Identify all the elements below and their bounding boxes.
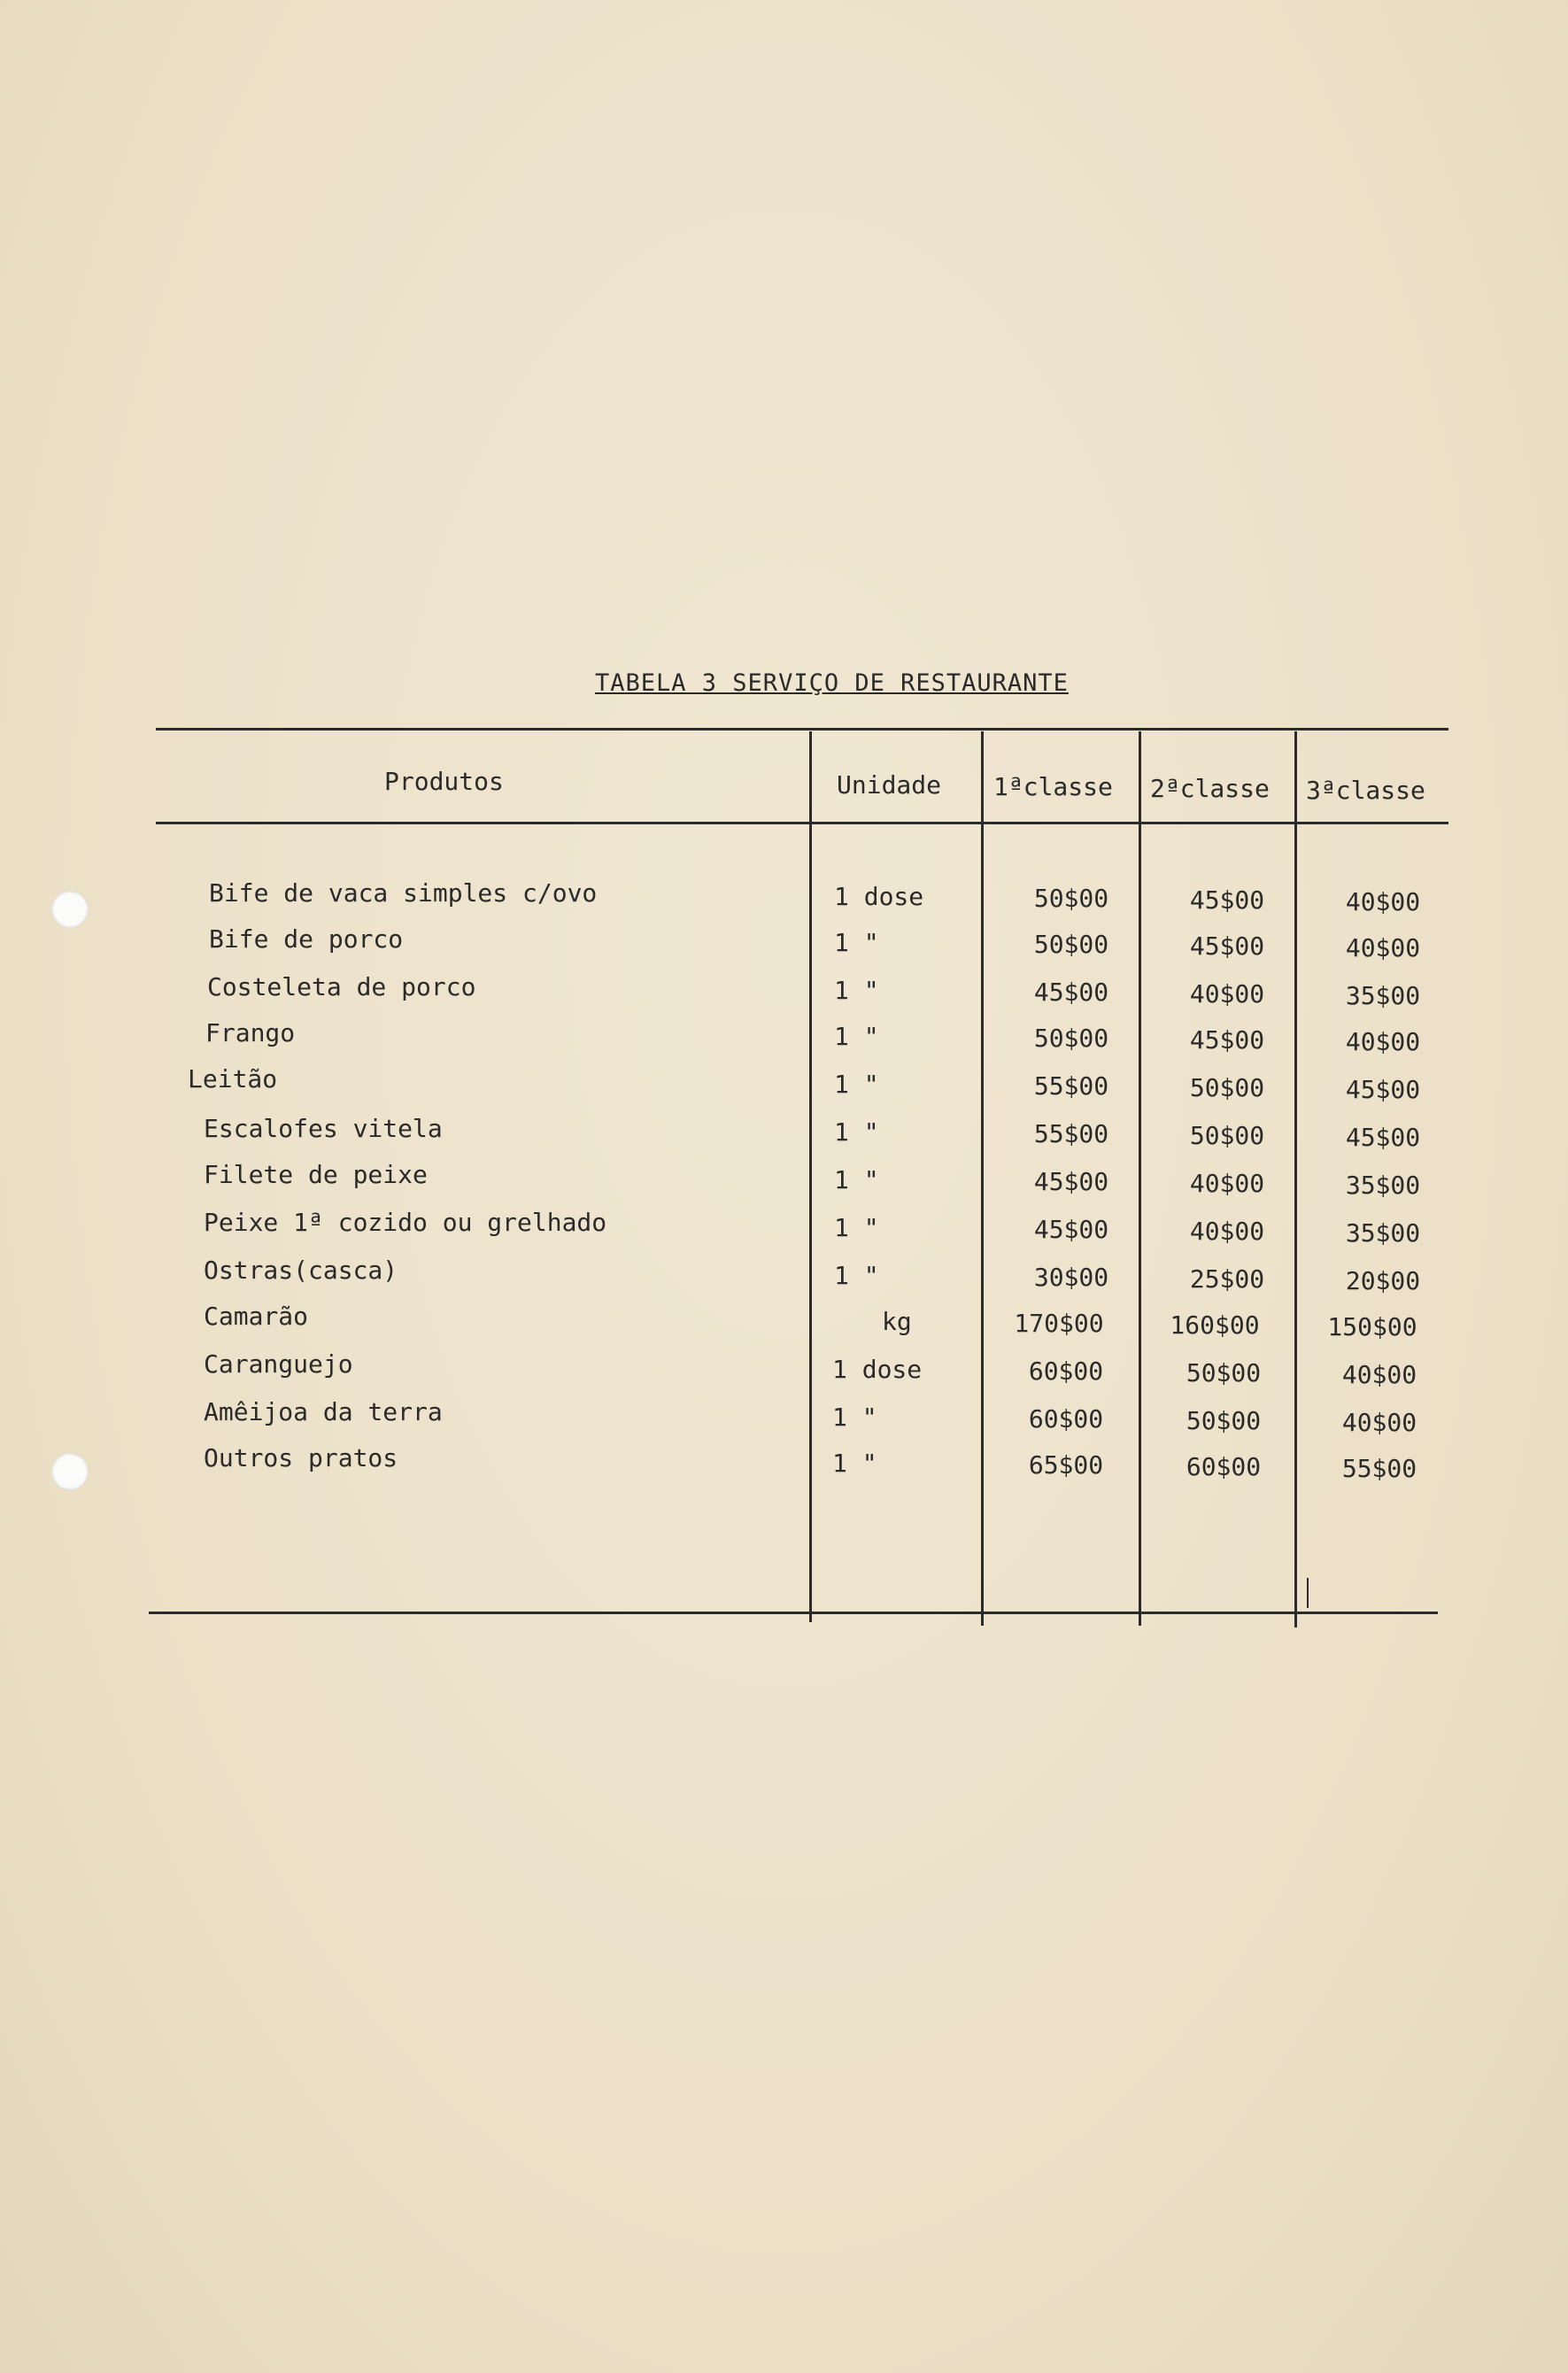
row-produto: Outros pratos <box>204 1443 398 1472</box>
column-divider-2 <box>981 731 984 1626</box>
row-price-classe-3: 55$00 <box>1341 1454 1417 1483</box>
header-produtos: Produtos <box>384 767 504 796</box>
row-price-classe-1: 170$00 <box>1014 1309 1104 1338</box>
row-price-classe-3: 150$00 <box>1327 1312 1417 1341</box>
row-price-classe-2: 60$00 <box>1186 1452 1262 1481</box>
row-produto: Bife de vaca simples c/ovo <box>209 878 598 908</box>
punch-hole-top <box>51 891 89 928</box>
row-produto: Frango <box>205 1018 296 1047</box>
row-price-classe-3: 35$00 <box>1345 1218 1421 1248</box>
row-produto: Caranguejo <box>204 1349 353 1379</box>
row-price-classe-3: 35$00 <box>1345 981 1421 1010</box>
row-price-classe-1: 50$00 <box>1033 884 1109 913</box>
row-produto: Camarão <box>204 1302 309 1331</box>
row-price-classe-3: 45$00 <box>1345 1075 1421 1104</box>
row-price-classe-2: 40$00 <box>1189 1169 1265 1198</box>
row-price-classe-2: 50$00 <box>1186 1358 1262 1387</box>
header-classe-3: 3ªclasse <box>1306 776 1425 805</box>
pencil-tick-mark <box>1307 1578 1309 1608</box>
row-unidade: 1 " <box>834 1261 879 1290</box>
row-price-classe-3: 40$00 <box>1345 887 1421 916</box>
row-price-classe-1: 60$00 <box>1028 1357 1104 1386</box>
row-produto: Amêijoa da terra <box>204 1397 443 1426</box>
row-price-classe-2: 25$00 <box>1189 1264 1265 1294</box>
row-unidade: 1 " <box>834 1165 879 1194</box>
row-price-classe-1: 50$00 <box>1033 930 1109 959</box>
row-unidade: 1 " <box>834 928 879 957</box>
row-price-classe-1: 50$00 <box>1033 1024 1109 1053</box>
row-unidade: 1 " <box>832 1449 877 1478</box>
row-price-classe-3: 45$00 <box>1345 1123 1421 1152</box>
row-unidade: kg <box>882 1307 912 1336</box>
row-price-classe-2: 45$00 <box>1189 885 1265 915</box>
row-price-classe-2: 40$00 <box>1189 979 1265 1009</box>
row-price-classe-1: 45$00 <box>1033 1215 1109 1244</box>
table-title: TABELA 3 SERVIÇO DE RESTAURANTE <box>595 669 1069 697</box>
row-produto: Bife de porco <box>209 924 404 954</box>
row-unidade: 1 dose <box>832 1355 923 1384</box>
row-unidade: 1 " <box>834 976 879 1005</box>
row-price-classe-1: 60$00 <box>1028 1404 1104 1434</box>
row-unidade: 1 " <box>834 1022 879 1051</box>
row-price-classe-2: 40$00 <box>1189 1217 1265 1246</box>
row-produto: Filete de peixe <box>204 1160 428 1189</box>
row-price-classe-3: 40$00 <box>1345 1027 1421 1056</box>
row-price-classe-1: 65$00 <box>1028 1450 1104 1480</box>
row-unidade: 1 " <box>832 1403 877 1432</box>
row-price-classe-3: 40$00 <box>1345 933 1421 962</box>
header-unidade: Unidade <box>837 770 942 800</box>
punch-hole-bottom <box>51 1453 89 1490</box>
header-bottom-rule <box>156 822 1448 824</box>
row-price-classe-3: 35$00 <box>1345 1171 1421 1200</box>
row-price-classe-2: 50$00 <box>1186 1406 1262 1435</box>
row-price-classe-1: 45$00 <box>1033 978 1109 1007</box>
column-divider-1 <box>809 731 812 1622</box>
row-price-classe-1: 30$00 <box>1033 1263 1109 1292</box>
row-price-classe-3: 40$00 <box>1341 1408 1417 1437</box>
row-price-classe-2: 160$00 <box>1170 1310 1260 1340</box>
row-produto: Peixe 1ª cozido ou grelhado <box>204 1208 607 1237</box>
row-price-classe-3: 40$00 <box>1341 1360 1417 1389</box>
header-classe-1: 1ªclasse <box>993 772 1113 801</box>
row-price-classe-2: 45$00 <box>1189 931 1265 961</box>
row-price-classe-2: 50$00 <box>1189 1073 1265 1102</box>
row-price-classe-1: 55$00 <box>1033 1119 1109 1148</box>
row-unidade: 1 " <box>834 1213 879 1242</box>
row-unidade: 1 " <box>834 1117 879 1147</box>
table-bottom-rule <box>149 1612 1438 1614</box>
row-price-classe-2: 45$00 <box>1189 1025 1265 1055</box>
row-produto: Costeleta de porco <box>207 972 476 1001</box>
row-produto: Escalofes vitela <box>204 1114 443 1143</box>
header-classe-2: 2ªclasse <box>1150 774 1270 803</box>
table-top-rule <box>156 728 1448 730</box>
row-produto: Ostras(casca) <box>204 1256 398 1285</box>
row-unidade: 1 dose <box>834 882 924 911</box>
row-produto: Leitão <box>188 1064 278 1094</box>
row-price-classe-1: 45$00 <box>1033 1167 1109 1196</box>
row-price-classe-2: 50$00 <box>1189 1121 1265 1150</box>
row-unidade: 1 " <box>834 1070 879 1099</box>
row-price-classe-1: 55$00 <box>1033 1071 1109 1101</box>
row-price-classe-3: 20$00 <box>1345 1266 1421 1295</box>
